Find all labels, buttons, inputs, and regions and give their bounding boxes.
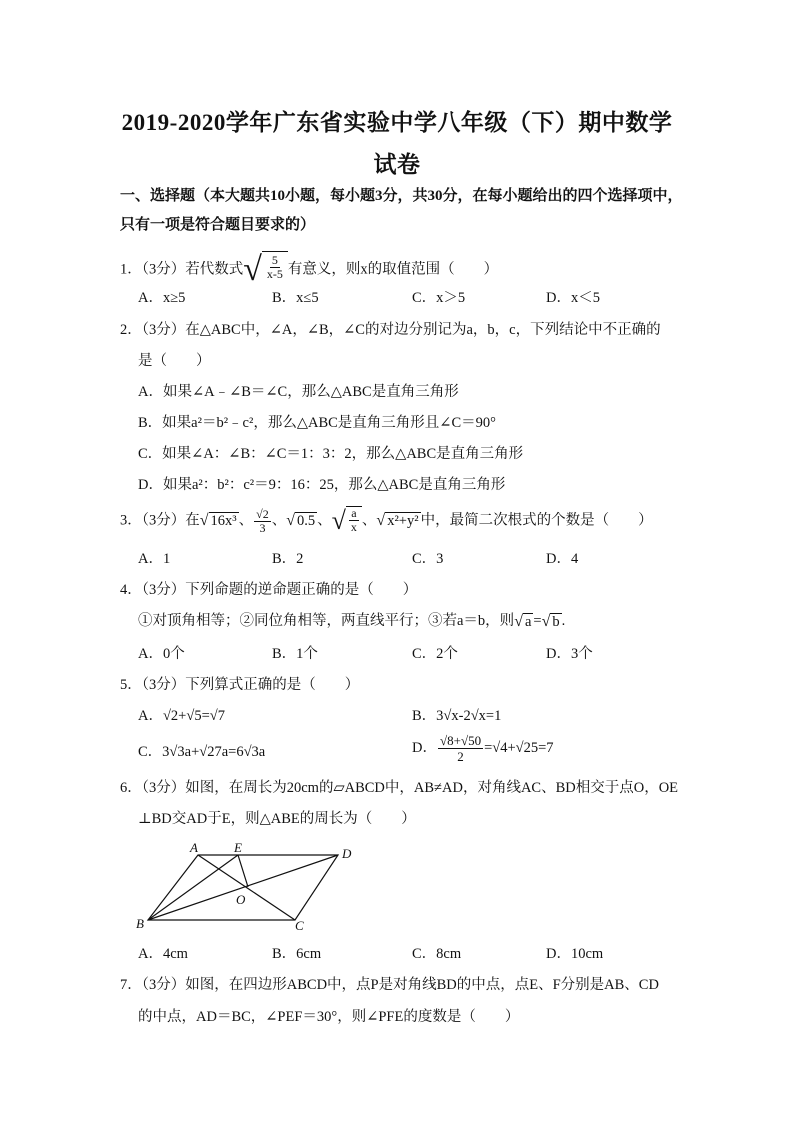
separator: 、 xyxy=(317,512,332,529)
option-b[interactable]: B．6cm xyxy=(272,946,322,962)
option-c[interactable]: C．3 xyxy=(412,551,444,567)
option-c[interactable]: C．8cm xyxy=(412,946,462,962)
question-3 xyxy=(120,506,653,536)
option-b[interactable]: B．1个 xyxy=(272,646,318,662)
option-b[interactable]: B．如果a²＝b²﹣c²，那么△ABC是直角三角形且∠C＝90° xyxy=(138,415,496,431)
label-c: C xyxy=(295,918,304,933)
section-heading-cont: 只有一项是符合题目要求的） xyxy=(120,217,316,233)
fraction-numerator: √2 xyxy=(256,506,269,521)
sqrt-b: √ b xyxy=(541,612,560,630)
question-1-prefix: 1．（3分）若代数式 xyxy=(120,261,244,278)
option-d-label: D． xyxy=(412,739,437,756)
page-title-cont: 试卷 xyxy=(373,152,421,177)
fraction-numerator: 5 xyxy=(271,253,278,267)
question-3-prefix: 3．（3分）在 xyxy=(120,512,200,529)
sqrt-16x3: √ 16x³ xyxy=(199,512,237,529)
question-4: 4．（3分）下列命题的逆命题正确的是（ ） xyxy=(120,582,418,598)
option-c[interactable]: C．x＞5 xyxy=(412,290,466,306)
section-heading: 一、选择题（本大题共10小题，每小题3分，共30分，在每小题给出的四个选择项中， xyxy=(120,188,683,204)
option-a[interactable]: A．如果∠A﹣∠B＝∠C，那么△ABC是直角三角形 xyxy=(138,384,459,400)
sqrt-expression: √ $\frac{5}{x-5}$ xyxy=(243,251,288,289)
sqrt-0-5: √ 0.5 xyxy=(286,512,316,529)
fraction-denominator: x xyxy=(350,520,357,534)
question-2: 2．（3分）在△ABC中，∠A，∠B，∠C的对边分别记为a，b，c，下列结论中不正确的 xyxy=(120,322,661,338)
question-7: 7．（3分）如图，在四边形ABCD中，点P是对角线BD的中点，点E、F分别是AB、CD xyxy=(120,977,659,993)
option-d[interactable]: D．3个 xyxy=(546,646,593,662)
option-c[interactable]: C．如果∠A：∠B：∠C＝1：3：2，那么△ABC是直角三角形 xyxy=(138,446,524,462)
period: . xyxy=(561,613,566,629)
fraction-denominator: 2 xyxy=(457,749,464,764)
question-4-statements xyxy=(138,610,565,632)
option-a[interactable]: A．0个 xyxy=(138,646,185,662)
sqrt-a: √ a xyxy=(514,612,532,630)
separator: 、 xyxy=(361,512,377,529)
fraction-denominator: x-5 xyxy=(266,267,283,281)
separator: 、 xyxy=(271,512,287,529)
option-a[interactable]: A．√2+√5=√7 xyxy=(138,708,225,724)
option-a[interactable]: A．x≥5 xyxy=(138,290,186,306)
question-7-cont: 的中点，AD＝BC，∠PEF＝30°，则∠PFE的度数是（ ） xyxy=(138,1009,520,1025)
equals-sign: = xyxy=(533,613,542,629)
segment-be xyxy=(148,855,238,920)
question-1 xyxy=(120,251,498,289)
option-b[interactable]: B．2 xyxy=(272,551,304,567)
page-title: 2019-2020学年广东省实验中学八年级（下）期中数学 xyxy=(121,110,673,135)
option-c[interactable]: C．2个 xyxy=(412,646,458,662)
parallelogram-figure xyxy=(130,838,365,934)
sqrt-a-over-x: √ $\frac{a}{x}$ xyxy=(332,506,362,536)
fraction-denominator: 3 xyxy=(259,520,266,535)
option-d-fraction xyxy=(438,733,483,764)
fraction-root2-over-3 xyxy=(254,508,271,535)
label-e: E xyxy=(234,840,242,855)
sqrt-argument: a xyxy=(524,613,532,630)
option-d[interactable]: D．如果a²：b²：c²＝9：16：25，那么△ABC是直角三角形 xyxy=(138,477,506,493)
sqrt-x2-plus-y2: √ x²+y² xyxy=(376,512,419,529)
question-2-cont: 是（ ） xyxy=(138,353,211,369)
option-c[interactable]: C．3√3a+√27a=6√3a xyxy=(138,744,266,760)
diagonal-ac xyxy=(198,855,295,920)
label-o: O xyxy=(236,892,246,907)
sqrt-argument: 0.5 xyxy=(297,513,316,529)
sqrt-argument: b xyxy=(552,613,560,630)
fraction-numerator: √8+√50 xyxy=(439,733,482,748)
option-a[interactable]: A．4cm xyxy=(138,946,188,962)
fraction-numerator: a xyxy=(351,506,357,520)
diagonal-bd xyxy=(148,855,338,920)
separator: 、 xyxy=(238,512,254,529)
question-3-suffix: 中，最简二次根式的个数是（ ） xyxy=(420,512,653,529)
statements-text: ①对顶角相等；②同位角相等，两直线平行；③若a＝b，则 xyxy=(138,613,515,629)
option-d[interactable]: D．4 xyxy=(546,551,579,567)
label-a: A xyxy=(190,840,198,855)
question-5: 5．（3分）下列算式正确的是（ ） xyxy=(120,677,360,693)
question-6-cont: ⊥BD交AD于E，则△ABE的周长为（ ） xyxy=(138,811,416,827)
option-b[interactable]: B．3√x-2√x=1 xyxy=(412,708,502,724)
option-d[interactable] xyxy=(412,733,554,764)
question-1-suffix: 有意义，则x的取值范围（ ） xyxy=(287,261,499,278)
option-a[interactable]: A．1 xyxy=(138,551,171,567)
label-b: B xyxy=(136,916,144,931)
sqrt-argument: x²+y² xyxy=(387,513,419,529)
option-b[interactable]: B．x≤5 xyxy=(272,290,319,306)
label-d: D xyxy=(342,846,352,861)
question-6: 6．（3分）如图，在周长为20cm的▱ABCD中，AB≠AD，对角线AC、BD相交于点O，OE xyxy=(120,780,679,796)
sqrt-argument: 16x³ xyxy=(210,513,237,529)
option-d[interactable]: D．10cm xyxy=(546,946,604,962)
option-d[interactable]: D．x＜5 xyxy=(546,290,600,306)
option-d-rest: =√4+√25=7 xyxy=(484,739,554,756)
